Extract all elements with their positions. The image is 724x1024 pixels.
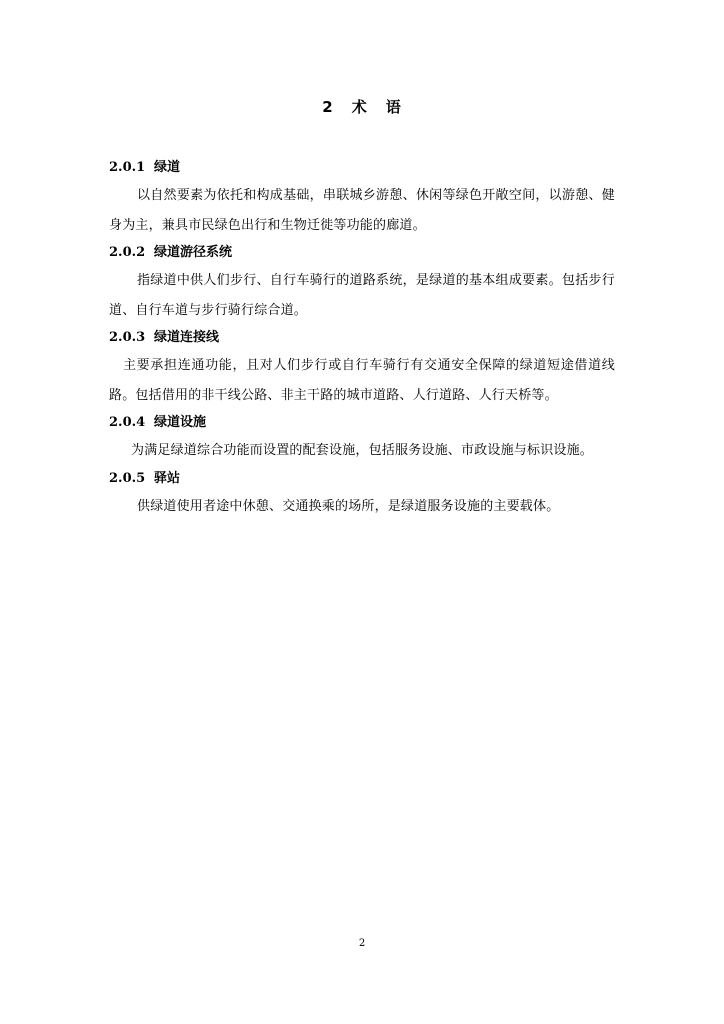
term-number: 2.0.5 — [109, 470, 146, 486]
term-name: 绿道 — [154, 160, 181, 175]
term-name: 绿道设施 — [154, 415, 207, 430]
chapter-number: 2 — [322, 98, 334, 116]
terms-section — [109, 155, 615, 521]
page-number: 2 — [358, 938, 366, 949]
term-2-0-5 — [109, 466, 615, 522]
term-number: 2.0.4 — [109, 415, 146, 430]
term-heading — [109, 466, 615, 492]
term-2-0-2 — [109, 240, 615, 325]
term-number: 2.0.3 — [109, 330, 146, 345]
term-heading — [109, 325, 615, 351]
term-heading — [109, 155, 615, 181]
term-2-0-4 — [109, 410, 615, 466]
chapter-title-part2: 语 — [385, 98, 402, 116]
term-name: 绿道游径系统 — [154, 245, 233, 260]
term-name: 驿站 — [154, 470, 181, 486]
term-number: 2.0.2 — [109, 245, 146, 260]
term-definition: 以自然要素为依托和构成基础，串联城乡游憩、休闲等绿色开敞空间，以游憩、健身为主，兼具市民绿色出行和生物迁徙等功能的廊道。 — [109, 188, 615, 233]
term-definition: 为满足绿道综合功能而设置的配套设施，包括服务设施、市政设施与标识设施。 — [131, 443, 594, 458]
term-heading — [109, 410, 615, 436]
chapter-title-part1: 术 — [351, 98, 368, 116]
term-definition: 供绿道使用者途中休憩、交通换乘的场所，是绿道服务设施的主要载体。 — [137, 498, 560, 514]
chapter-title — [0, 96, 724, 117]
term-2-0-3 — [109, 325, 615, 410]
term-definition: 指绿道中供人们步行、自行车骑行的道路系统，是绿道的基本组成要素。包括步行道、自行车道与步行骑行综合道。 — [109, 273, 615, 318]
term-name: 绿道连接线 — [154, 330, 220, 345]
term-2-0-1 — [109, 155, 615, 240]
term-number: 2.0.1 — [109, 160, 146, 175]
term-heading — [109, 240, 615, 266]
term-definition: 主要承担连通功能，且对人们步行或自行车骑行有交通安全保障的绿道短途借道线路。包括借用的非干线公路、非主干路的城市道路、人行道路、人行天桥等。 — [109, 358, 615, 403]
